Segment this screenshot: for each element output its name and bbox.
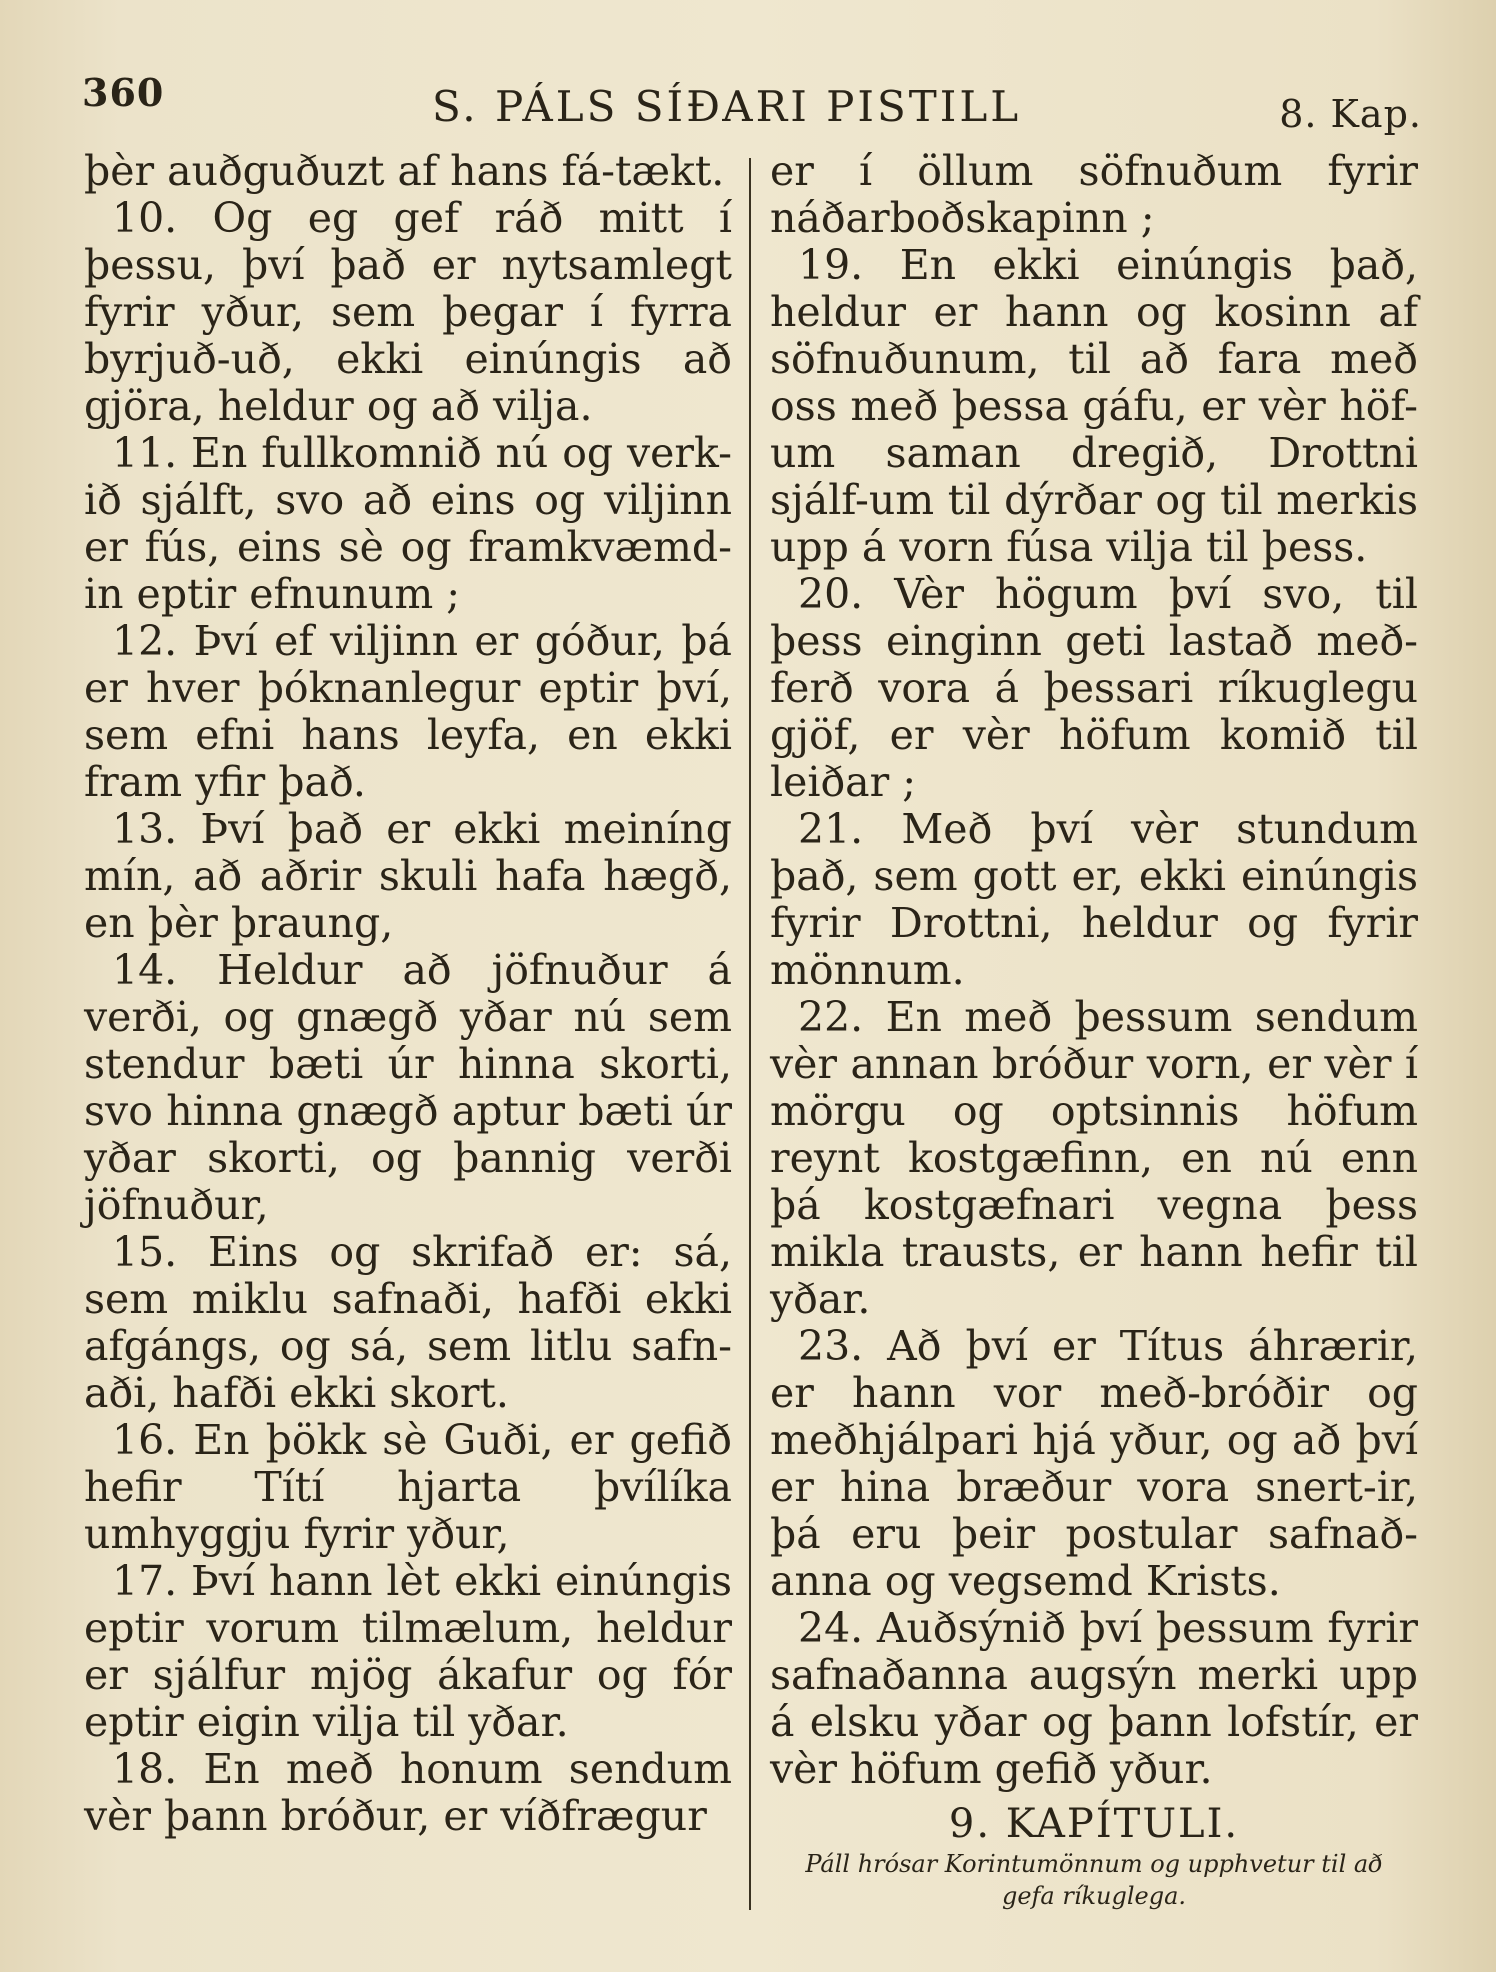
verse-paragraph: 23. Að því er Títus áhrærir, er hann vor með-bróðir og meðhjálpari hjá yður, og að því er hina bræður vora snert-ir, þá eru þeir postular safnað-anna og vegsemd Krists. — [770, 1322, 1418, 1605]
verse-paragraph: 16. En þökk sè Guði, er gefið hefir Títí hjarta þvílíka umhyggju fyrir yður, — [84, 1416, 732, 1558]
verse-paragraph: 15. Eins og skrifað er: sá, sem miklu safnaði, hafði ekki afgángs, og sá, sem litlu safn-aði, hafði ekki skort. — [84, 1228, 732, 1417]
left-column — [84, 148, 732, 1840]
verse-paragraph: 13. Því það er ekki meiníng mín, að aðrir skuli hafa hægð, en þèr þraung, — [84, 805, 732, 947]
verse-paragraph: 14. Heldur að jöfnuður á verði, og gnægð yðar nú sem stendur bæti úr hinna skorti, svo hinna gnægð aptur bæti úr yðar skorti, og þannig verði jöfnuður, — [84, 946, 732, 1229]
verse-paragraph: 20. Vèr högum því svo, til þess einginn geti lastað með-ferð vora á þessari ríkuglegu gjöf, er vèr höfum komið til leiðar ; — [770, 570, 1418, 806]
page-number: 360 — [82, 70, 165, 115]
verse-paragraph: 12. Því ef viljinn er góður, þá er hver þóknanlegur eptir því, sem efni hans leyfa, en ekki fram yfir það. — [84, 617, 732, 806]
page-header — [82, 70, 1422, 140]
verse-paragraph: 21. Með því vèr stundum það, sem gott er, ekki einúngis fyrir Drottni, heldur og fyrir mönnum. — [770, 805, 1418, 994]
verse-paragraph: 10. Og eg gef ráð mitt í þessu, því það er nytsamlegt fyrir yður, sem þegar í fyrra byrjuð-uð, ekki einúngis að gjöra, heldur og að vilja. — [84, 194, 732, 430]
verse-paragraph: 17. Því hann lèt ekki einúngis eptir vorum tilmælum, heldur er sjálfur mjög ákafur og fór eptir eigin vilja til yðar. — [84, 1557, 732, 1746]
column-divider — [749, 158, 751, 1910]
verse-paragraph: 19. En ekki einúngis það, heldur er hann og kosinn af söfnuðunum, til að fara með oss með þessa gáfu, er vèr höf-um saman dregið, Drottni sjálf-um til dýrðar og til merkis upp á vorn fúsa vilja til þess. — [770, 241, 1418, 571]
verse-paragraph: 22. En með þessum sendum vèr annan bróður vorn, er vèr í mörgu og optsinnis höfum reynt kostgæfinn, en nú enn þá kostgæfnari vegna þess mikla trausts, er hann hefir til yðar. — [770, 993, 1418, 1323]
running-title: S. PÁLS SÍÐARI PISTILL — [432, 82, 1022, 131]
chapter-heading: 9. KAPÍTULI. — [948, 1801, 1240, 1847]
verse-paragraph: er í öllum söfnuðum fyrir náðarboðskapinn ; — [770, 147, 1418, 242]
verse-paragraph: 24. Auðsýnið því þessum fyrir safnaðanna augsýn merki upp á elsku yðar og þann lofstír, er vèr höfum gefið yður. — [770, 1604, 1418, 1793]
verse-paragraph: 11. En fullkomnið nú og verk-ið sjálft, svo að eins og viljinn er fús, eins sè og framkvæmd-in eptir efnunum ; — [84, 429, 732, 618]
chapter-reference: 8. Kap. — [1279, 92, 1422, 136]
chapter-summary: Páll hrósar Korintumönnum og upphvetur til að gefa ríkuglega. — [805, 1850, 1383, 1910]
right-column — [770, 148, 1418, 1912]
verse-paragraph: þèr auðguðuzt af hans fá-tækt. — [84, 147, 725, 195]
verse-paragraph: 18. En með honum sendum vèr þann bróður, er víðfrægur — [84, 1745, 732, 1840]
